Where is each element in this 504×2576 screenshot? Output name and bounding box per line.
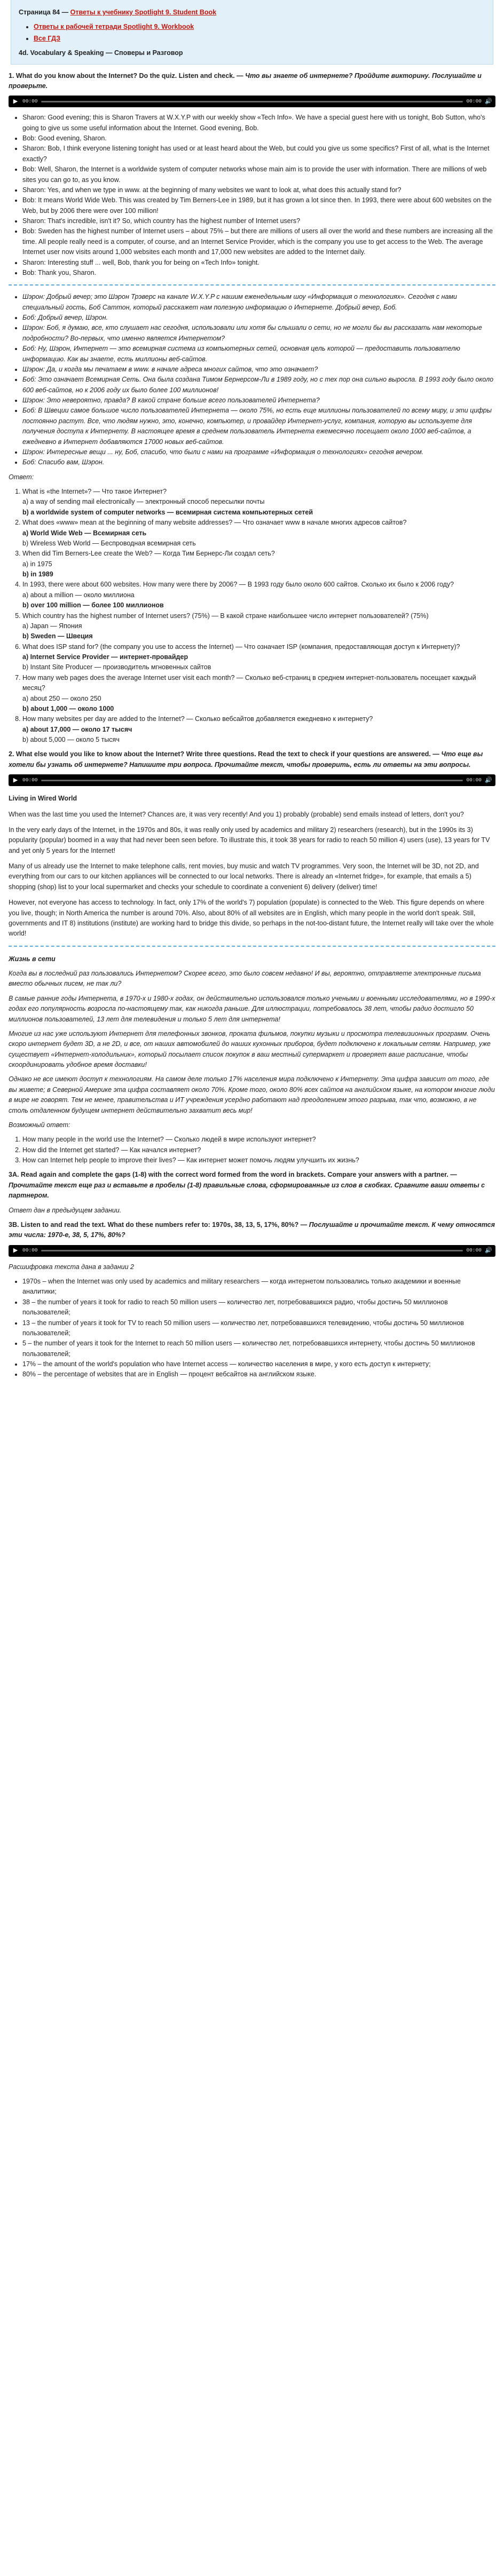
play-icon[interactable]: ▶ [13,98,18,105]
task2-question-ru: Что еще вы хотели бы узнать об интернете? Напишите три вопроса. Прочитайте текст, чтобы проверить, есть ли ответы на эти вопросы. [9,750,483,768]
text-paragraph-ru: Однако не все имеют доступ к технологиям. На самом деле только 17% населения мира подключено к Интернету. Эта цифра зависит от того, где вы живете; в Северной Америке эта цифра составляет около 70%. Кроме того, около 80% всех сайтов на английском языке, на котором многие люди в мире не говорят. Тем не менее, правительства и ИТ учреждения усердно работают над преодолением этого разрыва, так что, возможно, в не столь отдаленном будущем интернет действительно захватит весь мир! [9,1075,495,1114]
text-paragraph: When was the last time you used the Internet? Chances are, it was very recently! And you 1) probably (probable) send emails instead of letters, don't you? [9,810,464,818]
dialogue-line: • Bob: Good evening, Sharon. [22,133,495,144]
dialogue-en [9,113,495,278]
quiz-option-correct: b) over 100 million — более 100 миллионов [22,601,164,609]
number-item: • 80% – the percentage of websites that are in English — процент вебсайтов на английском языке. [22,1369,495,1380]
dialogue-ru [9,292,495,467]
numbers-list [9,1277,495,1380]
question-item: 3. How can Internet help people to improve their lives? — Как интернет может помочь людям улучшить их жизнь? [22,1155,495,1166]
number-item: • 1970s – when the Internet was only used by academics and military researchers — когда интернетом пользовались только академики и военные аналитики; [22,1277,495,1297]
dialogue-line: • Sharon: Yes, and when we type in www. at the beginning of many websites we want to look at, what does this actually stand for? [22,185,495,195]
quiz-option: a) Japan — Япония [22,622,82,630]
audio-time: 00:00 [22,1247,38,1254]
dialogue-line: • Sharon: Interesting stuff ... well, Bob, thank you for being on «Tech Info» tonight. [22,258,495,268]
task3a-question-ru: Прочитайте текст еще раз и вставьте в пробелы (1-8) правильные слова, сформированные из слов в скобках. Сравните ваши ответы с партнером. [9,1181,485,1200]
divider [9,946,495,947]
audio-player[interactable] [9,774,495,786]
dialogue-line-ru: • Боб: Спасибо вам, Шэрон. [22,457,495,467]
question-item: 1. How many people in the world use the Internet? — Сколько людей в мире используют интернет? [22,1135,495,1145]
dialogue-line: • Bob: It means World Wide Web. This was created by Tim Berners-Lee in 1989, but it has grown a lot since then. In 1993, there were about 600 websites on the Web, but by 2006 there were over 100 million! [22,195,495,216]
number-item: • 5 – the number of years it took for the Internet to reach 50 million users — количество лет, потребовавшихся интернету, чтобы достичь 50 миллионов пользователей; [22,1338,495,1359]
play-icon[interactable]: ▶ [13,1247,18,1254]
quiz-option: a) in 1975 [22,560,52,568]
quiz-option-correct: b) a worldwide system of computer networks — всемирная система компьютерных сетей [22,508,313,516]
quiz-option-correct: a) about 17,000 — около 17 тысяч [22,725,132,733]
volume-icon[interactable]: 🔊 [485,776,492,783]
task3b-question: 3B. Listen to and read the text. What do these numbers refer to: 1970s, 38, 13, 5, 17%, 80%? — [9,1220,308,1228]
quiz-option-correct: b) Sweden — Швеция [22,632,93,640]
task1-question: 1. What do you know about the Internet? Do the quiz. Listen and check. — [9,72,243,80]
text-paragraph-ru: Многие из нас уже используют Интернет для телефонных звонков, проката фильмов, покупки музыки и просмотра телевизионных программ. Очень скоро интернет будет 3D, а не 2D, и все, от наших автомобилей до наших кухонных приборов, будет подключено к локальным сетям. Например, уже существует «Интернет-холодильник», который посылает список покупок в ваш местный супермаркет и проверяет ваше расписание, чтобы скоординировать удобное время доставки! [9,1029,491,1068]
dialogue-line-ru: • Боб: В Швеции самое большое число пользователей Интернета — около 75%, но есть еще миллионы пользователей по всему миру, и эти цифры постоянно растут. Все, что людям нужно, это, конечно, компьютер, и провайдер Интернет-услуг, компания, которую вы используете для получения доступа к Интернету. В настоящее время в среднем пользователь Интернета ежемесячно посещает около 1000 веб-сайтов, а ежедневно в Интернет добавляются 17000 новых веб-сайтов. [22,406,495,447]
audio-duration: 00:00 [466,98,482,104]
volume-icon[interactable]: 🔊 [485,98,492,105]
text-paragraph: In the very early days of the Internet, in the 1970s and 80s, it was really only used by academics and military 2) researchers (research), but in the 1990s its 3) popularity (popular) boomed in a way that had never been seen before. To illustrate this, it took 38 years for radio to reach 50 million 4) users (use), 13 years for TV and yet only 5 years for the Internet! [9,826,490,854]
questions-list [9,1135,495,1166]
dialogue-line-ru: • Шэрон: Добрый вечер; это Шэрон Трэверс на канале W.X.Y.P с нашим еженедельным шоу «Информация о технологиях». Сегодня с нами специальный гость, Боб Саттон, который расскажет нам полезную информацию о Интернете. Добрый вечер, Боб. [22,292,495,313]
answer-label: Ответ: [9,473,34,481]
quiz-question: 6. What does ISP stand for? (the company you use to access the Internet) — Что означает ISP (компания, предоставляющая доступ к Интернету)? a) Internet Service Provider — интернет-провайдер b) Instant Site Producer — производитель мгновенных сайтов [22,642,495,673]
text-paragraph-ru: В самые ранние годы Интернета, в 1970-х и 1980-х годах, он действительно использовался только учеными и военными исследователями, но в 1990-х годах его популярность возросла по-настоящему так, как никогда раньше. Для иллюстрации, потребовалось 38 лет, чтобы радио достигло 50 миллионов пользователей, 13 лет для телевидения и только 5 лет для интернета! [9,994,495,1023]
volume-icon[interactable]: 🔊 [485,1247,492,1254]
audio-duration: 00:00 [466,1247,482,1254]
dialogue-line-ru: • Боб: Добрый вечер, Шэрон. [22,313,495,323]
task1-question-ru: Что вы знаете об интернете? Пройдите викторину. Послушайте и проверьте. [9,72,482,90]
dialogue-line: • Bob: Sweden has the highest number of Internet users – about 75% – but there are millions of users all over the world and these numbers are increasing all the time. All people really need is a computer, of course, and an Internet Service Provider, which is the company you use to get access to the Web. The average Internet user now visits around 1,000 websites each month and 17,000 new websites are added to the Internet daily. [22,226,495,257]
dialogue-line: • Sharon: Good evening; this is Sharon Travers at W.X.Y.P with our weekly show «Tech Info». We have a special guest here with us tonight, Bob Sutton, who's going to give us some useful information about the Internet. Good evening, Bob. [22,113,495,133]
audio-progress-track[interactable] [41,101,463,102]
quiz-option-correct: a) Internet Service Provider — интернет-провайдер [22,653,188,661]
task1-heading [9,71,495,92]
quiz-question: 5. Which country has the highest number of Internet users? (75%) — В какой стране наибольшее число интернет пользователей? (75%) a) Japan — Япония b) Sweden — Швеция [22,611,495,642]
number-item: • 17% – the amount of the world's population who have Internet access — количество населения в мире, у кого есть доступ к интернету; [22,1359,495,1369]
task3a-answer: Ответ дан в предыдущем задании. [9,1206,122,1214]
task2-question: 2. What else would you like to know about the Internet? Write three questions. Read the text to check if your questions are answered. — [9,750,439,758]
task3b-question-ru: Послушайте и прочитайте текст. К чему относятся эти числа: 1970-е, 38, 5, 17%, 80%? [9,1220,495,1239]
task3b-heading [9,1220,495,1241]
page-label: Страница 84 — [19,9,69,16]
text-title: Living in Wired World [9,795,77,803]
audio-progress-track[interactable] [41,780,463,781]
dialogue-line: • Sharon: Bob, I think everyone listening tonight has used or at least heard about the Web, but could you give us some specifics? First of all, what is the Internet exactly? [22,144,495,164]
question-item: 2. How did the Internet get started? — Как начался интернет? [22,1145,495,1155]
possible-answer-label: Возможный ответ: [9,1121,70,1129]
quiz-option: b) Wireless Web World — Беспроводная всемирная сеть [22,539,196,547]
task3a-question: 3A. Read again and complete the gaps (1-8) with the correct word formed from the word in brackets. Compare your answers with a partner. — [9,1171,457,1179]
quiz-option: a) a way of sending mail electronically — электронный способ пересылки почты [22,498,265,506]
section-title: 4d. Vocabulary & Speaking — Споверы и Разговор [19,49,183,57]
audio-player[interactable] [9,1245,495,1257]
student-book-link[interactable]: Ответы к учебнику Spotlight 9. Student Book [70,9,217,16]
header-banner [11,0,493,65]
dialogue-line: • Sharon: That's incredible, isn't it? So, which country has the highest number of Internet users? [22,216,495,226]
quiz-question: 1. What is «the Internet»? — Что такое Интернет? a) a way of sending mail electronically — электронный способ пересылки почты b) a worldwide system of computer networks — всемирная система компьютерных сетей [22,487,495,518]
quiz-option: b) about 5,000 — около 5 тысяч [22,736,120,743]
workbook-link[interactable]: Ответы к рабочей тетради Spotlight 9. Workbook [34,23,194,31]
quiz-option-correct: b) in 1989 [22,570,53,578]
task2-heading [9,749,495,770]
quiz-list [9,487,495,745]
text-paragraph: However, not everyone has access to technology. In fact, only 17% of the world's 7) population (populate) is connected to the Web. This figure depends on where you live, though; in North America the number is around 70%. Also, about 80% of all websites are in English, which many people in the world don't speak. Still, governments and IT 8) institutions (institute) are working hard to bridge this divide, so perhaps in the not-too-distant future, the Internet really will take over the whole world! [9,899,494,938]
divider [9,284,495,286]
all-gdz-link[interactable]: Все ГДЗ [34,34,61,42]
dialogue-line-ru: • Шэрон: Это невероятно, правда? В какой стране больше всего пользователей Интернета? [22,395,495,406]
task3a-heading [9,1170,495,1201]
audio-time: 00:00 [22,776,38,783]
play-icon[interactable]: ▶ [13,776,18,783]
quiz-question: 2. What does «www» mean at the beginning of many website addresses? — Что означает www в начале многих адресов сайтов? a) World Wide Web — Всемирная сеть b) Wireless Web World — Беспроводная всемирная сеть [22,518,495,549]
dialogue-line: • Bob: Well, Sharon, the Internet is a worldwide system of computer networks whose main aim is to provide the user with information. There are millions of web sites you can go to, as you know. [22,164,495,185]
number-item: • 38 – the number of years it took for radio to reach 50 million users — количество лет, потребовавшихся радио, чтобы достичь 50 миллионов пользователей; [22,1297,495,1318]
audio-time: 00:00 [22,98,38,104]
text-paragraph: Many of us already use the Internet to make telephone calls, rent movies, buy music and watch TV programmes. Very soon, the Internet will be 3D, not 2D, and everything from our cars to our kitchen appliances will be connected to our local networks. There is already an «Internet fridge», for example, that emails a 5) shopping (shop) list to your local supermarket and checks your schedule to coordinate a convenient 6) delivery (deliver) time! [9,862,479,891]
audio-player[interactable] [9,96,495,107]
page-breadcrumb [19,7,485,18]
dialogue-line-ru: • Шэрон: Да, и когда мы печатаем в www. в начале адреса многих сайтов, что это означает? [22,364,495,375]
audio-progress-track[interactable] [41,1250,463,1251]
dialogue-line-ru: • Шэрон: Интересные вещи ... ну, Боб, спасибо, что были с нами на программе «Информация о технологиях» сегодня вечером. [22,447,495,457]
audio-duration: 00:00 [466,776,482,783]
quiz-question: 8. How many websites per day are added to the Internet? — Сколько вебсайтов добавляется ежедневно к интернету? a) about 17,000 — около 17 тысяч b) about 5,000 — около 5 тысяч [22,714,495,745]
quiz-option: a) about a million — около миллиона [22,591,135,599]
dialogue-line: • Bob: Thank you, Sharon. [22,268,495,278]
quiz-question: 3. When did Tim Berners-Lee create the Web? — Когда Тим Бернерс-Ли создал сеть? a) in 1975 b) in 1989 [22,549,495,580]
quiz-question: 7. How many web pages does the average Internet user visit each month? — Сколько веб-страниц в среднем интернет-пользователь посещает каждый месяц? a) about 250 — около 250 b) about 1,000 — около 1000 [22,673,495,715]
text-title-ru: Жизнь в сети [9,955,56,963]
text-paragraph-ru: Когда вы в последний раз пользовались Интернетом? Скорее всего, это было совсем недавно! И вы, вероятно, отправляете электронные письма вместо обычных писем, не так ли? [9,970,481,988]
quiz-option-correct: b) about 1,000 — около 1000 [22,704,114,712]
number-item: • 13 – the number of years it took for TV to reach 50 million users — количество лет, потребовавшихся телевидению, чтобы достичь 50 миллионов пользователей; [22,1318,495,1339]
quiz-option: a) about 250 — около 250 [22,694,101,702]
quiz-option: b) Instant Site Producer — производитель мгновенных сайтов [22,663,211,671]
quiz-option-correct: a) World Wide Web — Всемирная сеть [22,529,147,537]
transcript-label: Расшифровка текста дана в задании 2 [9,1263,134,1271]
dialogue-line-ru: • Боб: Это означает Всемирная Сеть. Она была создана Тимом Бернерсом-Ли в 1989 году, но с тех пор она сильно выросла. В 1993 году было около 600 веб-сайтов, но к 2006 году их было более 100 миллионов! [22,375,495,395]
header-links [19,22,485,44]
dialogue-line-ru: • Шэрон: Боб, я думаю, все, кто слушает нас сегодня, использовали или хотя бы слышали о сети, но не могли бы вы рассказать нам некоторые подробности? Во-первых, что именно является Интернетом? [22,323,495,344]
dialogue-line-ru: • Боб: Ну, Шэрон, Интернет — это всемирная система из компьютерных сетей, основная цель которой — предоставить пользователю информацию. Как вы знаете, есть миллионы веб-сайтов. [22,344,495,364]
quiz-question: 4. In 1993, there were about 600 websites. How many were there by 2006? — В 1993 году было около 600 сайтов. Сколько их было к 2006 году? a) about a million — около миллиона b) over 100 million — более 100 миллионов [22,580,495,611]
